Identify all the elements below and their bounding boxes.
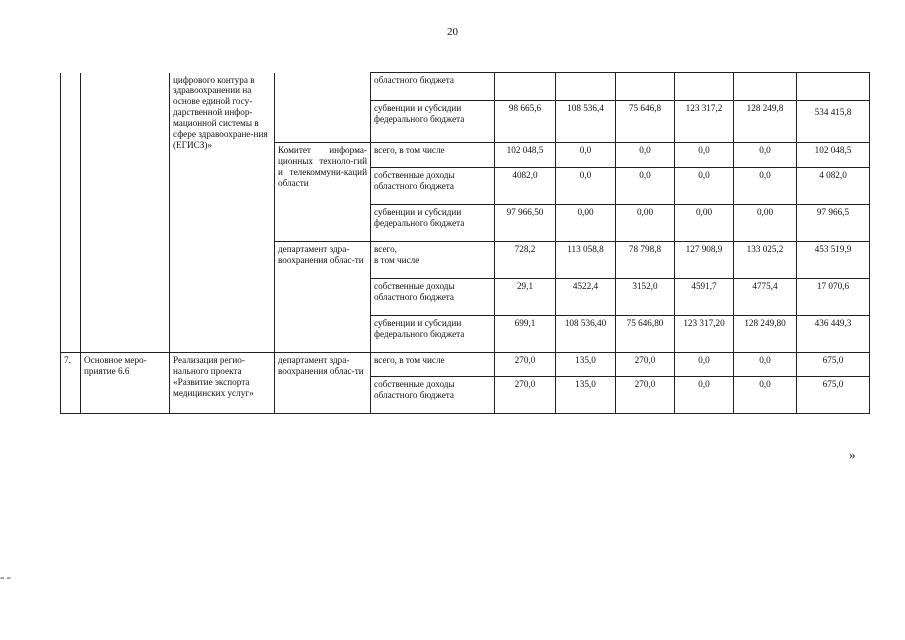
cell-executor: департамент здра-воохранения облас-ти: [275, 242, 371, 353]
cell-funding-source: собственные доходы областного бюджета: [371, 279, 495, 316]
cell-value: 123 317,20: [675, 316, 734, 353]
cell-funding-source: собственные доходы областного бюджета: [371, 168, 495, 205]
cell-funding-source: субвенции и субсидии федерального бюджета: [371, 205, 495, 242]
cell-value: 4775,4: [734, 279, 797, 316]
cell-value: [797, 73, 870, 101]
cell-funding-source: субвенции и субсидии федерального бюджета: [371, 101, 495, 143]
cell-funding-source: субвенции и субсидии федерального бюджета: [371, 316, 495, 353]
cell-value: 102 048,5: [495, 143, 556, 168]
cell-value: [556, 73, 616, 101]
cell-number: [61, 73, 81, 353]
cell-value: [616, 73, 675, 101]
cell-value: 133 025,2: [734, 242, 797, 279]
cell-value: [675, 73, 734, 101]
cell-value: 0,0: [556, 143, 616, 168]
cell-executor: Комитет информа-ционных техноло-гий и телекоммуни-каций области: [275, 143, 371, 242]
cell-value: 29,1: [495, 279, 556, 316]
cell-value: 108 536,4: [556, 101, 616, 143]
cell-value: [495, 73, 556, 101]
cell-value: 0,00: [616, 205, 675, 242]
cell-value: 0,00: [675, 205, 734, 242]
cell-value: 0,00: [556, 205, 616, 242]
cell-project: Реализация регио-нального проекта «Развитие экспорта медицинских услуг»: [170, 353, 275, 414]
cell-value: 3152,0: [616, 279, 675, 316]
cell-value: 123 317,2: [675, 101, 734, 143]
cell-value: 0,0: [675, 168, 734, 205]
cell-number: 7.: [61, 353, 81, 414]
cell-value: 728,2: [495, 242, 556, 279]
cell-value: 102 048,5: [797, 143, 870, 168]
cell-executor: департамент здра-воохранения облас-ти: [275, 353, 371, 414]
closing-quote: »: [849, 447, 856, 462]
cell-value: 0,0: [556, 168, 616, 205]
cell-executor: [275, 73, 371, 143]
cell-value: 436 449,3: [797, 316, 870, 353]
cell-project: цифрового контура в здравоохранении на основе единой госу-дарственной инфор-мационной системы в сфере здравоохране-ния (ЕГИСЗ)»: [170, 73, 275, 353]
cell-value: 135,0: [556, 353, 616, 377]
cell-value: 0,0: [675, 353, 734, 377]
cell-value: 75 646,80: [616, 316, 675, 353]
cell-value: 0,0: [675, 143, 734, 168]
cell-value: 97 966,50: [495, 205, 556, 242]
cell-value: 97 966,5: [797, 205, 870, 242]
cell-funding-source: всего, в том числе: [371, 353, 495, 377]
cell-value: 78 798,8: [616, 242, 675, 279]
cell-value: 108 536,40: [556, 316, 616, 353]
funding-line: в том числе: [374, 254, 420, 265]
cell-value: 0,0: [734, 353, 797, 377]
cell-value: 0,0: [616, 143, 675, 168]
margin-marks: = =: [0, 574, 12, 583]
cell-funding-source: [371, 242, 495, 279]
cell-funding-source: всего, в том числе: [371, 143, 495, 168]
cell-activity: [81, 73, 170, 353]
cell-value: 4 082,0: [797, 168, 870, 205]
cell-value: 17 070,6: [797, 279, 870, 316]
cell-value: 699,1: [495, 316, 556, 353]
cell-funding-source: собственные доходы областного бюджета: [371, 377, 495, 414]
cell-value: 534 415,8: [797, 101, 870, 143]
cell-activity: Основное меро-приятие 6.6: [81, 353, 170, 414]
cell-value: 0,0: [734, 143, 797, 168]
funding-line: всего,: [374, 244, 397, 254]
cell-value: 113 058,8: [556, 242, 616, 279]
cell-funding-source: областного бюджета: [371, 73, 495, 101]
cell-value: 135,0: [556, 377, 616, 414]
cell-value: 270,0: [495, 353, 556, 377]
cell-value: 98 665,6: [495, 101, 556, 143]
cell-value: 270,0: [616, 353, 675, 377]
cell-value: 0,0: [675, 377, 734, 414]
cell-value: [734, 73, 797, 101]
cell-value: 0,0: [616, 168, 675, 205]
cell-value: 127 908,9: [675, 242, 734, 279]
cell-value: 0,0: [734, 377, 797, 414]
cell-value: 4522,4: [556, 279, 616, 316]
cell-value: 75 646,8: [616, 101, 675, 143]
table-row: [61, 73, 870, 101]
cell-value: 4591,7: [675, 279, 734, 316]
cell-value: 453 519,9: [797, 242, 870, 279]
cell-value: 675,0: [797, 353, 870, 377]
cell-value: 128 249,80: [734, 316, 797, 353]
table-row: [61, 353, 870, 377]
budget-table: [60, 72, 870, 414]
cell-value: 675,0: [797, 377, 870, 414]
cell-value: 270,0: [495, 377, 556, 414]
cell-value: 4082,0: [495, 168, 556, 205]
page-number: 20: [447, 26, 458, 38]
cell-value: 0,00: [734, 205, 797, 242]
cell-value: 270,0: [616, 377, 675, 414]
cell-value: 0,0: [734, 168, 797, 205]
cell-value: 128 249,8: [734, 101, 797, 143]
